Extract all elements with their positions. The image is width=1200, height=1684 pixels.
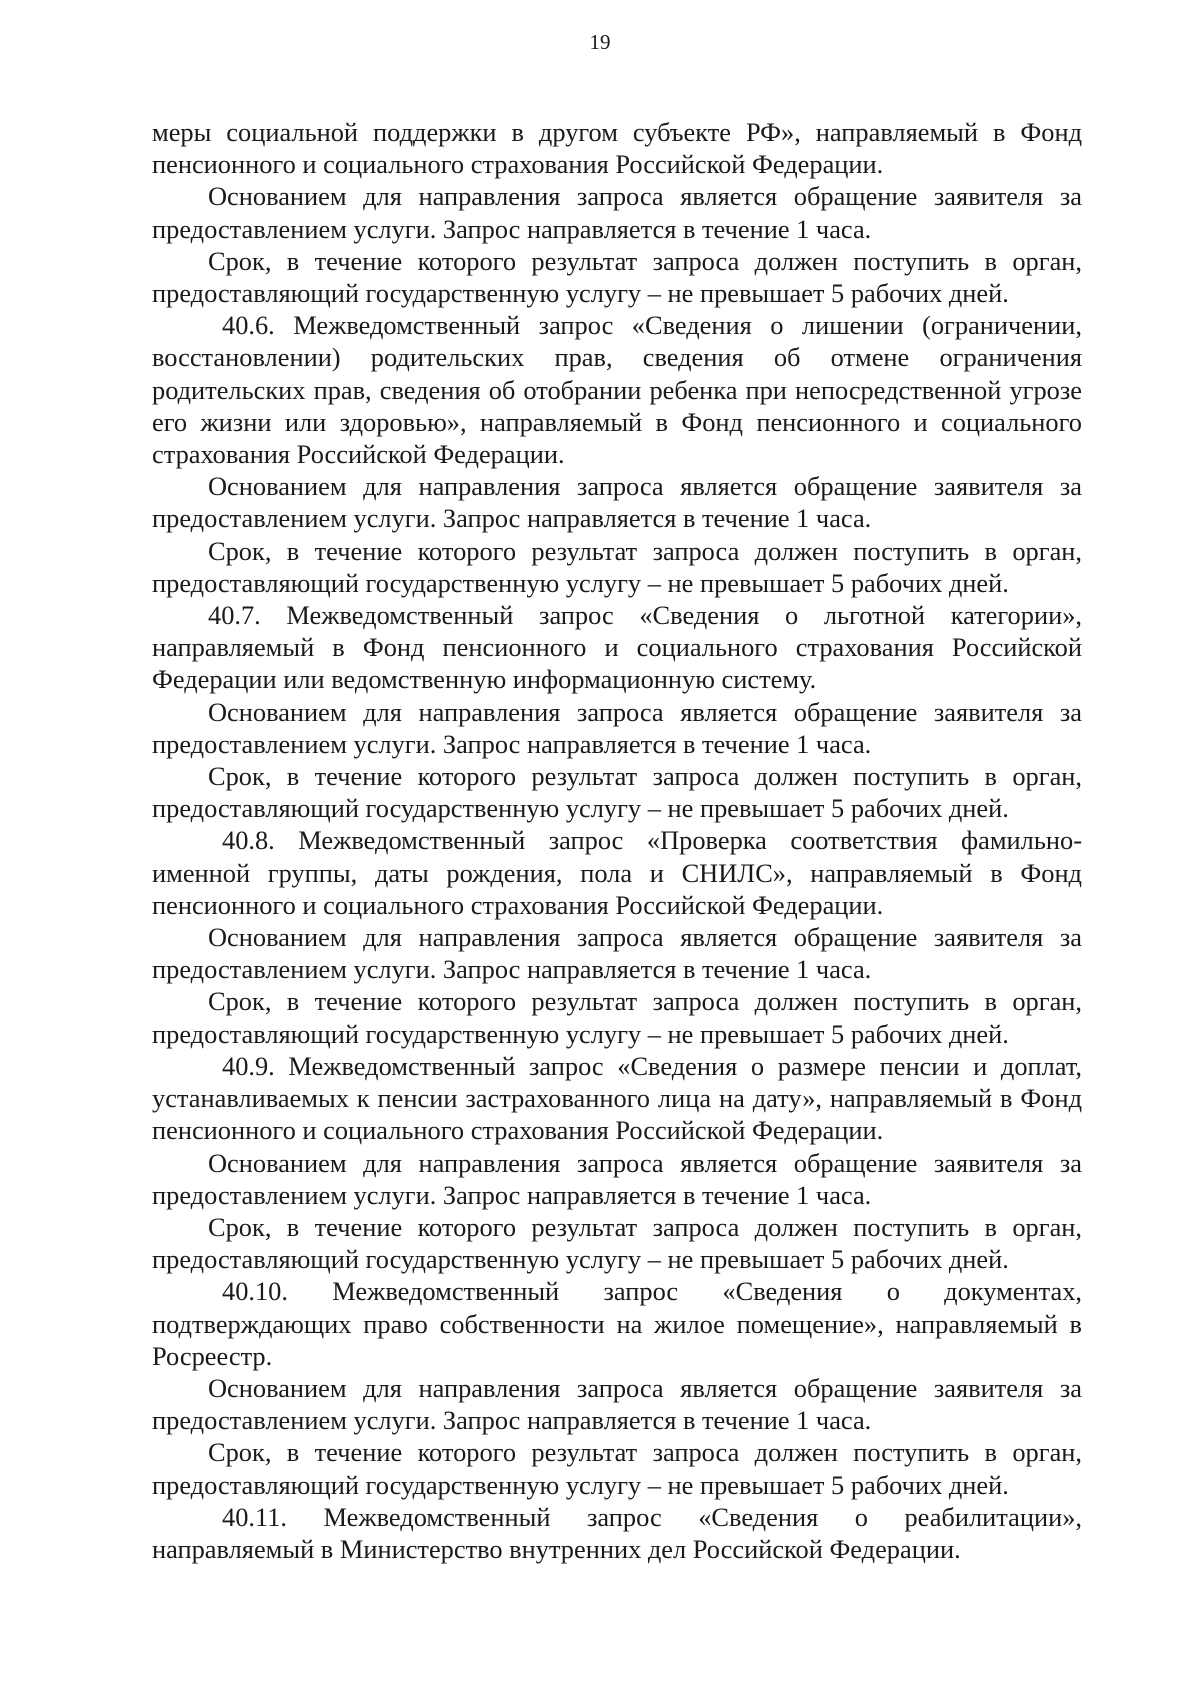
paragraph: Срок, в течение которого результат запроса должен поступить в орган, предоставляющий государственную услугу – не превышает 5 рабочих дней. bbox=[152, 245, 1082, 309]
paragraph: Основанием для направления запроса является обращение заявителя за предоставлением услуги. Запрос направляется в течение 1 часа. bbox=[152, 922, 1082, 985]
paragraph: Срок, в течение которого результат запроса должен поступить в орган, предоставляющий государственную услугу – не превышает 5 рабочих дней. bbox=[152, 1437, 1082, 1500]
paragraph-item-40-6: 40.6. Межведомственный запрос «Сведения о лишении (ограничении, восстановлении) родительских прав, сведения об отмене ограничения родительских прав, сведения об отобрании ребенка при непосредственной угрозе его жизни или здоровью», направляемый в Фонд пенсионного и социального страхования Российской Федерации. bbox=[152, 310, 1082, 470]
paragraph-item-40-9: 40.9. Межведомственный запрос «Сведения о размере пенсии и доплат, устанавливаемых к пенсии застрахованного лица на дату», направляемый в Фонд пенсионного и социального страхования Российской Федерации. bbox=[152, 1050, 1082, 1146]
paragraph-item-40-10: 40.10. Межведомственный запрос «Сведения о документах, подтверждающих право собственности на жилое помещение», направляемый в Росреестр. bbox=[152, 1276, 1082, 1371]
paragraph: Срок, в течение которого результат запроса должен поступить в орган, предоставляющий государственную услугу – не превышает 5 рабочих дней. bbox=[152, 986, 1082, 1049]
paragraph: Основанием для направления запроса является обращение заявителя за предоставлением услуги. Запрос направляется в течение 1 часа. bbox=[152, 696, 1082, 759]
paragraph-item-40-8: 40.8. Межведомственный запрос «Проверка соответствия фамильно-именной группы, даты рождения, пола и СНИЛС», направляемый в Фонд пенсионного и социального страхования Российской Федерации. bbox=[152, 825, 1082, 920]
paragraph: Срок, в течение которого результат запроса должен поступить в орган, предоставляющий государственную услугу – не превышает 5 рабочих дней. bbox=[152, 761, 1082, 824]
paragraph-item-40-7: 40.7. Межведомственный запрос «Сведения о льготной категории», направляемый в Фонд пенсионного и социального страхования Российской Федерации или ведомственную информационную систему. bbox=[152, 600, 1082, 695]
paragraph: меры социальной поддержки в другом субъекте РФ», направляемый в Фонд пенсионного и социального страхования Российской Федерации. bbox=[152, 117, 1082, 180]
document-body bbox=[152, 116, 1082, 1565]
paragraph: Основанием для направления запроса является обращение заявителя за предоставлением услуги. Запрос направляется в течение 1 часа. bbox=[152, 1372, 1082, 1436]
paragraph: Срок, в течение которого результат запроса должен поступить в орган, предоставляющий государственную услугу – не превышает 5 рабочих дней. bbox=[152, 1211, 1082, 1275]
paragraph: Основанием для направления запроса является обращение заявителя за предоставлением услуги. Запрос направляется в течение 1 часа. bbox=[152, 471, 1082, 534]
page-number: 19 bbox=[589, 30, 611, 54]
paragraph-item-40-11: 40.11. Межведомственный запрос «Сведения о реабилитации», направляемый в Министерство внутренних дел Российской Федерации. bbox=[152, 1501, 1082, 1564]
paragraph: Срок, в течение которого результат запроса должен поступить в орган, предоставляющий государственную услугу – не превышает 5 рабочих дней. bbox=[152, 535, 1082, 598]
paragraph: Основанием для направления запроса является обращение заявителя за предоставлением услуги. Запрос направляется в течение 1 часа. bbox=[152, 181, 1082, 244]
paragraph: Основанием для направления запроса является обращение заявителя за предоставлением услуги. Запрос направляется в течение 1 часа. bbox=[152, 1147, 1082, 1210]
